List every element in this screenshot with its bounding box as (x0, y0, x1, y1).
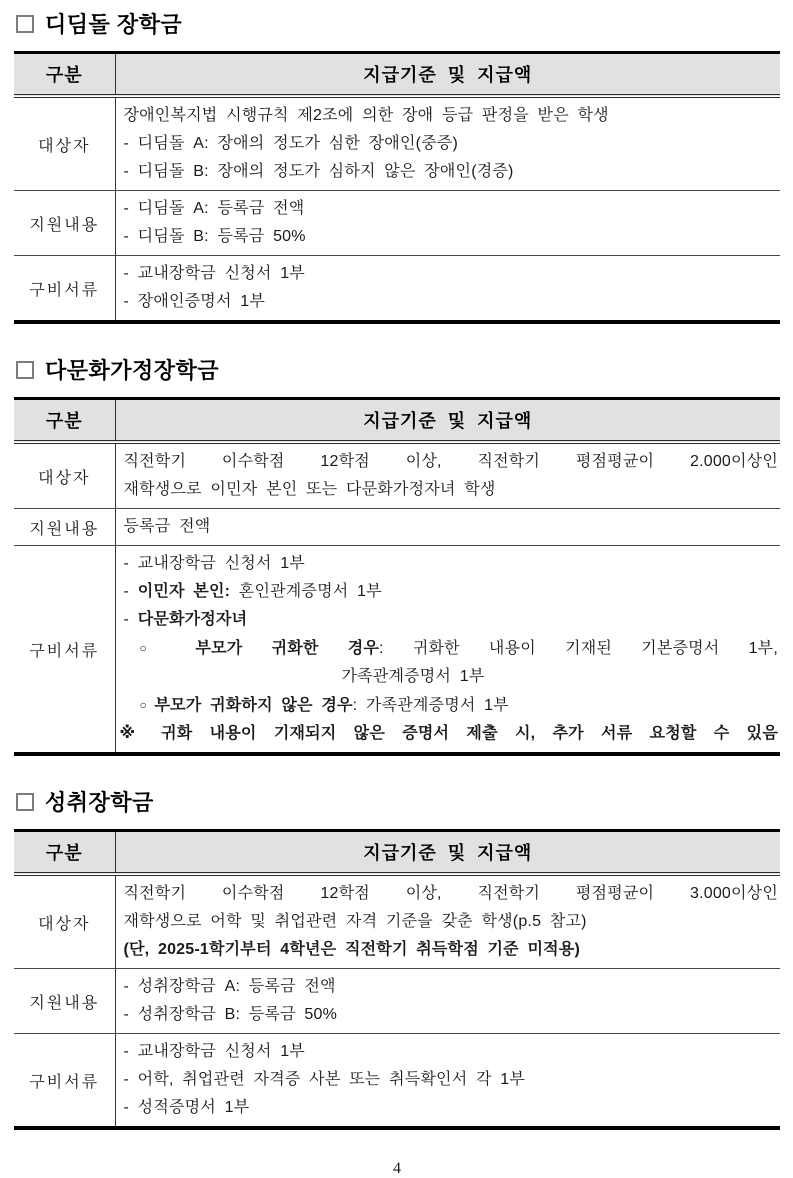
text: - 성취장학금 B: 등록금 50% (123, 1006, 337, 1023)
text-line (124, 880, 779, 908)
text: - 성취장학금 A: 등록금 전액 (123, 978, 336, 995)
text: - 교내장학금 신청서 1부 (123, 1043, 305, 1060)
scholarship-section (14, 354, 780, 756)
text: 재학생으로 어학 및 취업관련 자격 기준을 갖춘 학생(p.5 참고) (123, 913, 587, 930)
text: - 교내장학금 신청서 1부 (123, 265, 305, 282)
table-row (14, 442, 780, 509)
text-line (124, 223, 779, 251)
bold-text: (단, 2025-1학기부터 4학년은 직전학기 취득학점 기준 미적용) (123, 941, 580, 958)
text-line (124, 1038, 779, 1066)
checkbox-square-icon (16, 793, 34, 811)
section-title-text: 디딤돌 장학금 (45, 12, 183, 37)
text: - 장애인증명서 1부 (123, 293, 266, 310)
text-line (120, 720, 779, 748)
circle-bullet-icon: ○ (139, 698, 155, 712)
text: - 성적증명서 1부 (123, 1099, 250, 1116)
text-line (124, 1001, 779, 1029)
text: - 디딤돌 A: 등록금 전액 (123, 200, 305, 217)
text-line (124, 260, 779, 288)
text-line (124, 578, 779, 606)
table-header-row (14, 399, 780, 443)
table-row (14, 874, 780, 969)
scholarship-table (14, 51, 780, 324)
row-content (115, 546, 780, 755)
table-row (14, 191, 780, 256)
row-content (115, 969, 780, 1034)
text-line (124, 936, 779, 964)
text-line (124, 634, 779, 663)
text: 직전학기 이수학점 12학점 이상, 직전학기 평점평균이 2.000이상인 (123, 453, 778, 470)
text-line (124, 476, 779, 504)
page-number: 4 (393, 1160, 401, 1177)
text: - 디딤돌 B: 장애의 정도가 심하지 않은 장애인(경증) (123, 163, 514, 180)
text-line (124, 606, 779, 634)
text: 장애인복지법 시행규칙 제2조에 의한 장애 등급 판정을 받은 학생 (123, 107, 609, 124)
checkbox-square-icon (16, 15, 34, 33)
table-header-row (14, 53, 780, 97)
row-label: 구비서류 (14, 546, 115, 755)
scholarship-section (14, 8, 780, 324)
text: 가족관계증명서 1부 (341, 668, 485, 685)
column-header-category: 구분 (14, 399, 115, 443)
text: - (123, 583, 138, 600)
text-line (124, 513, 779, 541)
text: 재학생으로 이민자 본인 또는 다문화가정자녀 학생 (123, 481, 496, 498)
text: 혼인관계증명서 1부 (230, 583, 382, 600)
bold-text: 이민자 본인: (137, 583, 231, 600)
column-header-criteria: 지급기준 및 지급액 (115, 399, 780, 443)
scholarship-table (14, 397, 780, 756)
row-label: 지원내용 (14, 969, 115, 1034)
text: - 디딤돌 B: 등록금 50% (123, 228, 306, 245)
section-title (14, 354, 780, 385)
checkbox-square-icon (16, 361, 34, 379)
text-line (124, 102, 779, 130)
text-line (124, 130, 779, 158)
column-header-criteria: 지급기준 및 지급액 (115, 53, 780, 97)
section-title-text: 성취장학금 (45, 790, 154, 815)
text-line (124, 550, 779, 578)
column-header-category: 구분 (14, 831, 115, 875)
text: : 가족관계증명서 1부 (352, 697, 509, 714)
text-line (124, 908, 779, 936)
row-content (115, 442, 780, 509)
table-row (14, 1034, 780, 1129)
table-row (14, 256, 780, 323)
text-line (124, 1094, 779, 1122)
row-label: 지원내용 (14, 191, 115, 256)
row-label: 구비서류 (14, 256, 115, 323)
bold-text: 부모가 귀화한 경우 (195, 640, 380, 657)
table-row (14, 509, 780, 546)
table-row (14, 546, 780, 755)
text-line (124, 663, 779, 691)
text: - (123, 611, 138, 628)
text-line (124, 1066, 779, 1094)
bold-text: 부모가 귀화하지 않은 경우 (154, 697, 353, 714)
row-content (115, 874, 780, 969)
row-content (115, 1034, 780, 1129)
sections-container (14, 8, 780, 1130)
section-title-text: 다문화가정장학금 (45, 358, 220, 383)
text-line (124, 158, 779, 186)
row-label: 대상자 (14, 874, 115, 969)
table-row (14, 969, 780, 1034)
row-label: 대상자 (14, 96, 115, 191)
text: - 디딤돌 A: 장애의 정도가 심한 장애인(중증) (123, 135, 458, 152)
row-content (115, 191, 780, 256)
circle-bullet-icon: ○ (139, 641, 196, 655)
table-row (14, 96, 780, 191)
row-label: 구비서류 (14, 1034, 115, 1129)
table-body (14, 874, 780, 1128)
row-content (115, 96, 780, 191)
text: - 어학, 취업관련 자격증 사본 또는 취득확인서 각 1부 (123, 1071, 526, 1088)
bold-text: ※ 귀화 내용이 기재되지 않은 증명서 제출 시, 추가 서류 요청할 수 있음 (119, 725, 778, 742)
text-line (124, 691, 779, 720)
text: 등록금 전액 (123, 518, 211, 535)
text: 직전학기 이수학점 12학점 이상, 직전학기 평점평균이 3.000이상인 (123, 885, 778, 902)
text-line (124, 973, 779, 1001)
section-title (14, 8, 780, 39)
scholarship-table (14, 829, 780, 1130)
row-label: 대상자 (14, 442, 115, 509)
text-line (124, 195, 779, 223)
row-content (115, 256, 780, 323)
text: : 귀화한 내용이 기재된 기본증명서 1부, (379, 640, 778, 657)
text-line (124, 448, 779, 476)
bold-text: 다문화가정자녀 (137, 611, 248, 628)
text-line (124, 288, 779, 316)
row-content (115, 509, 780, 546)
section-title (14, 786, 780, 817)
column-header-category: 구분 (14, 53, 115, 97)
row-label: 지원내용 (14, 509, 115, 546)
text: - 교내장학금 신청서 1부 (123, 555, 305, 572)
table-body (14, 442, 780, 754)
table-body (14, 96, 780, 322)
table-header-row (14, 831, 780, 875)
column-header-criteria: 지급기준 및 지급액 (115, 831, 780, 875)
scholarship-section (14, 786, 780, 1130)
